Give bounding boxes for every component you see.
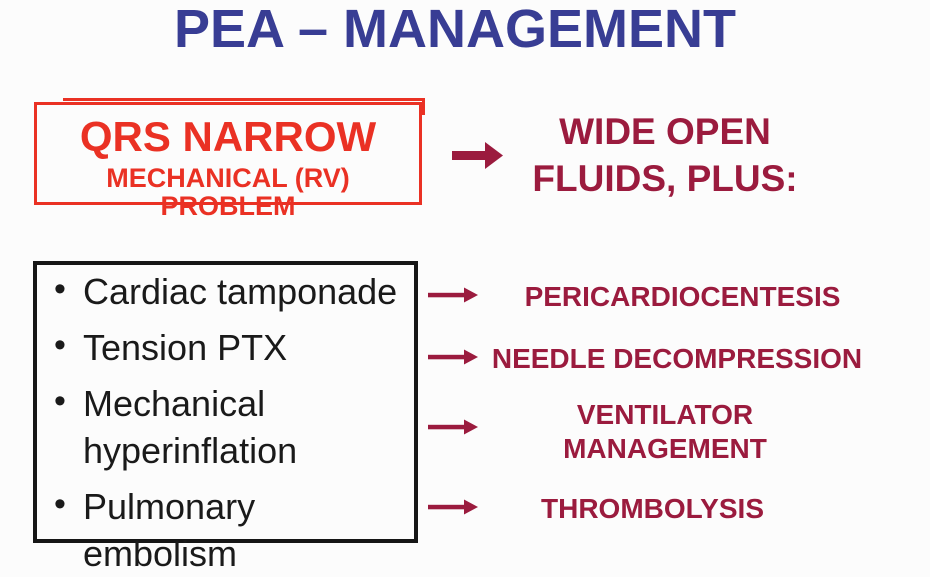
qrs-narrow-box bbox=[34, 102, 422, 221]
treatment-label-thrombolysis: THROMBOLYSIS bbox=[541, 493, 764, 524]
qrs-box-subtitle: MECHANICAL (RV) PROBLEM bbox=[106, 163, 350, 221]
causes-box bbox=[33, 261, 418, 574]
fluids-line-2: FLUIDS, PLUS: bbox=[532, 158, 798, 199]
fluids-line-1: WIDE OPEN bbox=[559, 111, 771, 152]
block-arrow-right-icon bbox=[452, 141, 504, 169]
treatment-label-ventilator-management: VENTILATOR MANAGEMENT bbox=[563, 399, 767, 464]
arrow-right-icon bbox=[428, 419, 478, 435]
cause-item-cardiac-tamponade: • Cardiac tamponade bbox=[37, 268, 414, 315]
arrow-right-icon bbox=[428, 499, 478, 515]
arrow-right-icon bbox=[428, 287, 478, 303]
wide-open-fluids-label bbox=[520, 108, 810, 202]
qrs-box-title: QRS NARROW bbox=[79, 113, 377, 160]
page-title: PEA – MANAGEMENT bbox=[173, 0, 737, 59]
cause-item-tension-ptx: • Tension PTX bbox=[37, 324, 414, 371]
treatment-label-pericardiocentesis: PERICARDIOCENTESIS bbox=[524, 281, 841, 312]
treatment-label-needle-decompression: NEEDLE DECOMPRESSION bbox=[491, 343, 863, 374]
arrow-right-icon bbox=[428, 349, 478, 365]
cause-item-pulmonary-embolism: • Pulmonary embolism bbox=[37, 483, 414, 577]
cause-item-mechanical-hyperinflation: • Mechanical hyperinflation bbox=[37, 380, 414, 474]
causes-list bbox=[37, 265, 414, 577]
